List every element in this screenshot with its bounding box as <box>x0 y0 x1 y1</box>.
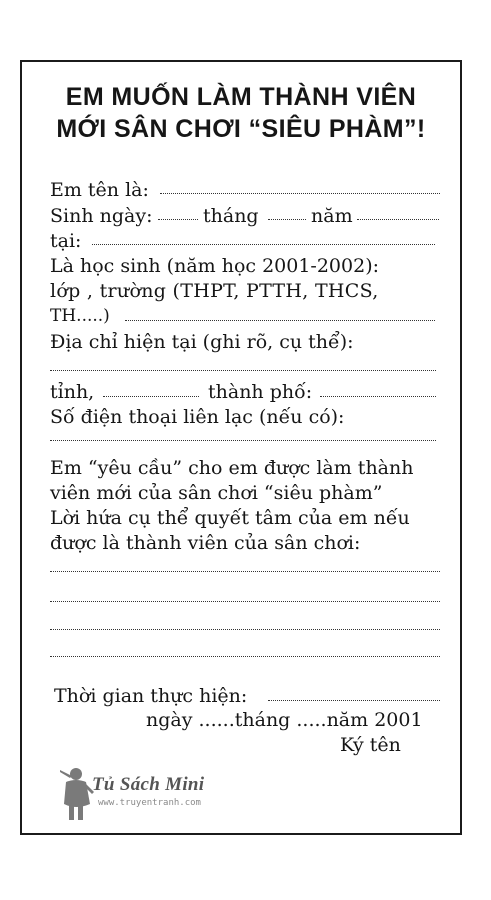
student-label: Là học sinh (năm học 2001-2002): <box>50 255 380 277</box>
promise-line-1: Lời hứa cụ thể quyết tâm của em nếu <box>50 507 410 529</box>
signature-label: Ký tên <box>340 734 401 756</box>
address-label: Địa chỉ hiện tại (ghi rõ, cụ thể): <box>50 331 354 353</box>
dob-month-field[interactable] <box>268 219 306 220</box>
birthplace-label: tại: <box>50 230 82 252</box>
province-field[interactable] <box>103 396 199 397</box>
promise-field-line-4[interactable] <box>50 656 440 657</box>
school-types-end: TH.....) <box>50 306 110 326</box>
promise-field-line-3[interactable] <box>50 629 440 630</box>
dob-year-field[interactable] <box>357 219 439 220</box>
time-field[interactable] <box>268 700 440 701</box>
dob-month-label: tháng <box>203 205 259 227</box>
birthplace-field[interactable] <box>92 244 435 245</box>
form-heading-line-1: EM MUỐN LÀM THÀNH VIÊN <box>65 83 417 111</box>
time-label: Thời gian thực hiện: <box>54 685 248 707</box>
dob-year-label: năm <box>311 205 353 227</box>
city-field[interactable] <box>320 396 436 397</box>
request-line-1: Em “yêu cầu” cho em được làm thành <box>50 457 414 479</box>
watermark-url: www.truyentranh.com <box>98 798 201 808</box>
promise-field-line-2[interactable] <box>50 601 440 602</box>
phone-label: Số điện thoại liên lạc (nếu có): <box>50 406 345 428</box>
promise-line-2: được là thành viên của sân chơi: <box>50 532 361 554</box>
province-label: tỉnh, <box>50 381 95 403</box>
school-field[interactable] <box>125 320 435 321</box>
name-label: Em tên là: <box>50 179 149 201</box>
form-heading-line-2: MỚI SÂN CHƠI “SIÊU PHÀM”! <box>56 115 426 143</box>
name-field[interactable] <box>160 193 440 194</box>
dob-label: Sinh ngày: <box>50 205 153 227</box>
dob-day-field[interactable] <box>158 219 198 220</box>
request-line-2: viên mới của sân chơi “siêu phàm” <box>50 482 383 504</box>
address-field[interactable] <box>50 370 436 371</box>
date-line: ngày ......tháng .....năm 2001 <box>146 709 423 731</box>
watermark-title: Tủ Sách Mini <box>92 774 205 795</box>
promise-field-line-1[interactable] <box>50 571 440 572</box>
class-school-label: lớp , trường (THPT, PTTH, THCS, <box>50 280 379 302</box>
city-label: thành phố: <box>208 381 313 403</box>
phone-field[interactable] <box>50 440 436 441</box>
